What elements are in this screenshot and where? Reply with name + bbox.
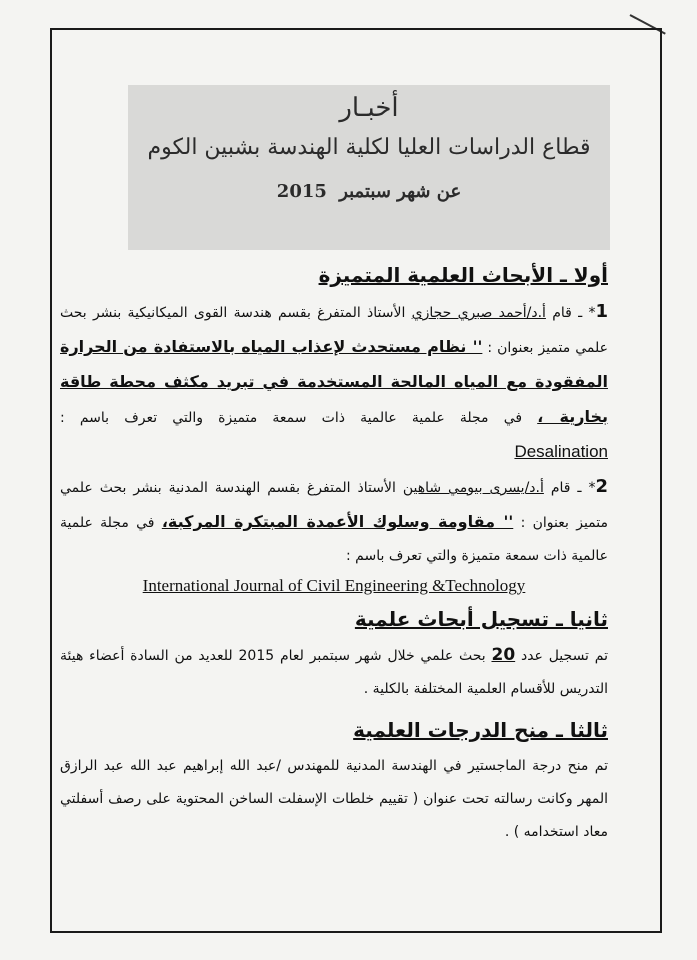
research-count: 20 xyxy=(491,645,516,665)
item-2-title: '' مقاومة وسلوك الأعمدة المبتكرة المركبة، xyxy=(161,512,514,531)
section-2-text-before: تم تسجيل عدد xyxy=(515,648,608,664)
section-3-text: تم منح درجة الماجستير في الهندسة المدنية للمهندس /عبد الله إبراهيم عبد الله عبد الرازق المهر وكانت رسالته تحت عنوان ( تقييم خلطات الإسفلت الساخن المحتوية على رصف أسفلتي معاد استخدامه ) . xyxy=(60,758,608,840)
item-2-person: أ.د/يسرى بيومي شاهين xyxy=(402,480,544,496)
item-1-text2: في مجلة علمية عالمية ذات سمعة متميزة والتي تعرف باسم : xyxy=(60,410,538,426)
header-subtitle: قطاع الدراسات العليا لكلية الهندسة بشبين الكوم xyxy=(147,135,591,160)
item-1-journal: Desalination xyxy=(514,442,608,461)
header-year: 2015 xyxy=(276,181,327,202)
section-3-heading: ثالثا ـ منح الدرجات العلمية xyxy=(353,718,608,742)
item-1-text1: الأستاذ المتفرغ بقسم هندسة القوى الميكانيكية بنشر بحث علمي متميز بعنوان : xyxy=(60,305,608,356)
newsletter-header xyxy=(128,85,610,250)
item-2-number: 2 xyxy=(595,476,609,497)
header-month xyxy=(128,181,610,202)
header-month-label: عن شهر سبتمبر xyxy=(339,181,462,202)
header-title: أخبـار xyxy=(339,93,399,123)
section-2-text-after: بحث علمي خلال شهر سبتمبر لعام 2015 للعديد من السادة أعضاء هيئة التدريس للأقسام العلمية المختلفة بالكلية . xyxy=(60,648,608,697)
document-body xyxy=(60,255,608,849)
item-2-text2: في مجلة علمية عالمية ذات سمعة متميزة والتي تعرف باسم : xyxy=(60,515,608,564)
item-1-number: 1 xyxy=(595,301,608,322)
section-1-heading: أولا ـ الأبحاث العلمية المتميزة xyxy=(318,263,608,287)
section-2-heading: ثانيا ـ تسجيل أبحاث علمية xyxy=(354,607,608,631)
research-item-1 xyxy=(60,295,608,470)
research-item-2 xyxy=(60,470,608,573)
section-2-text xyxy=(60,639,608,706)
item-2-text1: الأستاذ المتفرغ بقسم الهندسة المدنية بنشر بحث علمي متميز بعنوان : xyxy=(60,480,608,531)
item-1-person: أ.د/أحمد صبري حجازي xyxy=(411,305,546,321)
item-2-journal: International Journal of Civil Engineering &Technology xyxy=(142,576,526,595)
item-2-lead: * ـ قام xyxy=(543,480,596,496)
item-1-title: '' نظام مستحدث لإعذاب المياه بالاستفادة من الحرارة المفقودة مع المياه المالحة المستخدمة في تبريد مكثف محطة طاقة بخارية ، xyxy=(60,337,608,426)
item-1-lead: * ـ قام xyxy=(545,305,596,321)
